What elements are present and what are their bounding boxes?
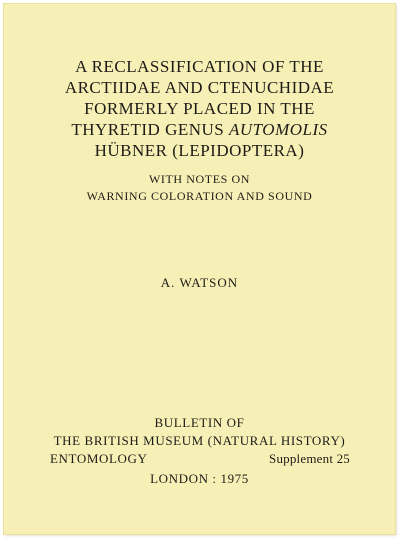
supplement-number: Supplement 25 — [269, 451, 350, 466]
title-line-4 — [4, 119, 395, 140]
imprint-line: LONDON : 1975 — [150, 471, 249, 486]
author: A. WATSON — [160, 275, 239, 290]
museum-line: THE BRITISH MUSEUM (NATURAL HISTORY) — [53, 433, 346, 448]
series-name: ENTOMOLOGY — [50, 451, 148, 466]
title-line-3: FORMERLY PLACED IN THE — [84, 99, 315, 118]
title-line-2: ARCTIIDAE AND CTENUCHIDAE — [64, 78, 335, 97]
bulletin-line: BULLETIN OF — [154, 415, 245, 430]
subtitle-line-1: WITH NOTES ON — [148, 172, 251, 186]
subtitle-line-2: WARNING COLORATION AND SOUND — [86, 189, 313, 203]
title-genus-prefix: THYRETID GENUS — [71, 120, 225, 139]
book-cover — [4, 4, 395, 534]
title-line-5: HÜBNER (LEPIDOPTERA) — [94, 141, 305, 160]
title-line-1: A RECLASSIFICATION OF THE — [75, 57, 324, 76]
title-genus-name: AUTOMOLIS — [229, 120, 328, 139]
